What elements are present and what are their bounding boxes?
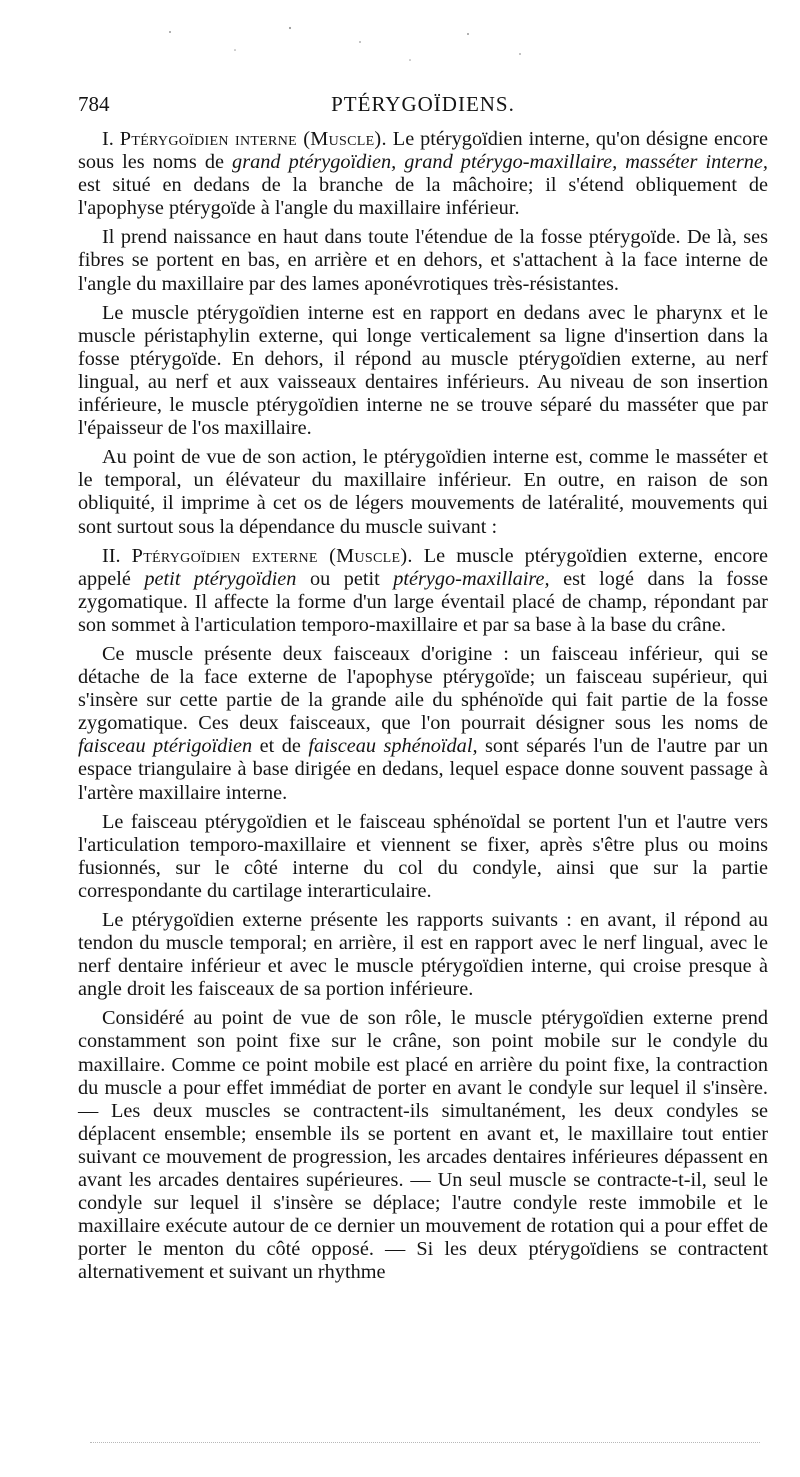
paragraph-text: Considéré au point de vue de son rôle, le muscle ptérygoïdien externe prend constamment son point fixe sur le crâne, son point mobile sur le condyle du maxillaire. Comme ce point mobile est placé en arrière du point fixe, la contraction du muscle a pour effet immédiat de porter en avant le condyle sur lequel il s'insère. — Les deux muscles se contractent-ils simultanément, les deux condyles se déplacent ensemble; ensemble ils se portent en avant et, le maxillaire tout entier suivant ce mouvement de progression, les arcades dentaires inférieures dépassent en avant les arcades dentaires supérieures. — Un seul muscle se contracte-t-il, seul le condyle sur lequel il s'insère se déplace; l'autre condyle reste immobile et le maxillaire exécute autour de ce dernier un mouvement de rotation qui a pour effet de porter le menton du côté opposé. — Si les deux ptérygoïdiens se contractent alternativement et suivant un rhythme: [78, 1007, 768, 1284]
paragraph: [78, 302, 768, 441]
paragraph-text: sont séparés l'un de l'autre par un espace triangulaire à base dirigée en dedans, lequel espace donne souvent passage à l'artère maxillaire interne.: [78, 735, 768, 804]
bottom-dotted-rule: [90, 1442, 760, 1443]
running-title: PTÉRYGOÏDIENS.: [331, 92, 515, 116]
paragraph-text: Ce muscle présente deux faisceaux d'origine : un faisceau inférieur, qui se détache de la face externe de l'apophyse ptérygoïde; un faisceau supérieur, qui s'insère sur cette partie de la grande aile du sphénoïde qui fait partie de la fosse zygomatique. Ces deux faisceaux, que l'on pourrait désigner sous les noms de: [78, 642, 768, 735]
paragraph-text: Au point de vue de son action, le ptérygoïdien interne est, comme le masséter et le temporal, un élévateur du maxillaire inférieur. En outre, en raison de son obliquité, il imprime à cet os de légers mouvements de latéralité, mouvements qui sont surtout sous la dépendance du muscle suivant :: [78, 446, 768, 538]
italic-term: grand ptérygoïdien, grand ptérygo-maxillaire, masséter interne,: [232, 151, 768, 174]
paragraph-text: est logé dans la fosse zygomatique. Il affecte la forme d'un large éventail placé de champ, répondant par son sommet à l'articulation temporo-maxillaire et par sa base à la base du crâne.: [78, 567, 768, 636]
paragraph: [78, 643, 768, 805]
scan-specks: [150, 20, 570, 80]
paragraph-text: Le faisceau ptérygoïdien et le faisceau sphénoïdal se portent l'un et l'autre vers l'articulation temporo-maxillaire et viennent se fixer, après s'être plus ou moins fusionnés, sur le côté interne du col du condyle, ainsi que sur la partie correspondante du cartilage interarticulaire.: [78, 810, 768, 902]
paragraph-text: II.: [102, 544, 132, 567]
paragraph: [78, 226, 768, 295]
italic-term: ptérygo-maxillaire,: [393, 567, 550, 590]
paragraph: [78, 545, 768, 637]
page-number: 784: [78, 92, 110, 116]
section-heading-text: (Muscle).: [317, 544, 413, 567]
paragraph-text: Le ptérygoïdien externe présente les rapports suivants : en avant, il répond au tendon du muscle temporal; en arrière, il est en rapport avec le nerf lingual, avec le nerf dentaire inférieur et avec le muscle ptérygoïdien interne, qui croise presque à angle droit les faisceaux de sa portion inférieure.: [78, 909, 768, 1001]
paragraph-text: Le muscle ptérygoïdien externe, encore appelé: [78, 544, 769, 590]
book-page: [78, 92, 768, 1291]
section-heading-text: Ptérygoïdien interne: [119, 128, 297, 150]
paragraph-text: Il prend naissance en haut dans toute l'étendue de la fosse ptérygoïde. De là, ses fibres se portent en bas, en arrière et en dehors, et s'attachent à la face interne de l'angle du maxillaire par des lames aponévrotiques très-résistantes.: [78, 226, 768, 295]
italic-term: faisceau sphénoïdal,: [308, 735, 478, 758]
section-heading-text: (Muscle).: [296, 128, 387, 150]
paragraph-text: ou petit: [296, 567, 394, 590]
paragraph: [78, 446, 768, 538]
section-heading-text: Ptérygoïdien externe: [131, 544, 318, 567]
paragraph: [78, 1007, 768, 1284]
italic-term: petit ptérygoïdien: [144, 567, 297, 590]
body-text: [78, 128, 768, 1285]
paragraph-text: Le ptérygoïdien interne, qu'on désigne encore sous les noms de: [78, 128, 768, 174]
paragraph-text: et de: [252, 735, 309, 758]
paragraph: [78, 128, 768, 220]
paragraph-text: I.: [102, 128, 120, 150]
page-header: [78, 92, 768, 128]
paragraph-text: Le muscle ptérygoïdien interne est en rapport en dedans avec le pharynx et le muscle péristaphylin externe, qui longe verticalement sa ligne d'insertion dans la fosse ptérygoïde. En dehors, il répond au muscle ptérygoïdien externe, au nerf lingual, au nerf et aux vaisseaux dentaires inférieurs. Au niveau de son insertion inférieure, le muscle ptérygoïdien interne ne se trouve séparé du masséter que par l'épaisseur de l'os maxillaire.: [78, 301, 768, 440]
paragraph: [78, 909, 768, 1001]
italic-term: faisceau ptérigoïdien: [78, 735, 253, 758]
paragraph-text: est situé en dedans de la branche de la mâchoire; il s'étend obliquement de l'apophyse ptérygoïde à l'angle du maxillaire inférieur.: [78, 174, 768, 220]
paragraph: [78, 811, 768, 903]
